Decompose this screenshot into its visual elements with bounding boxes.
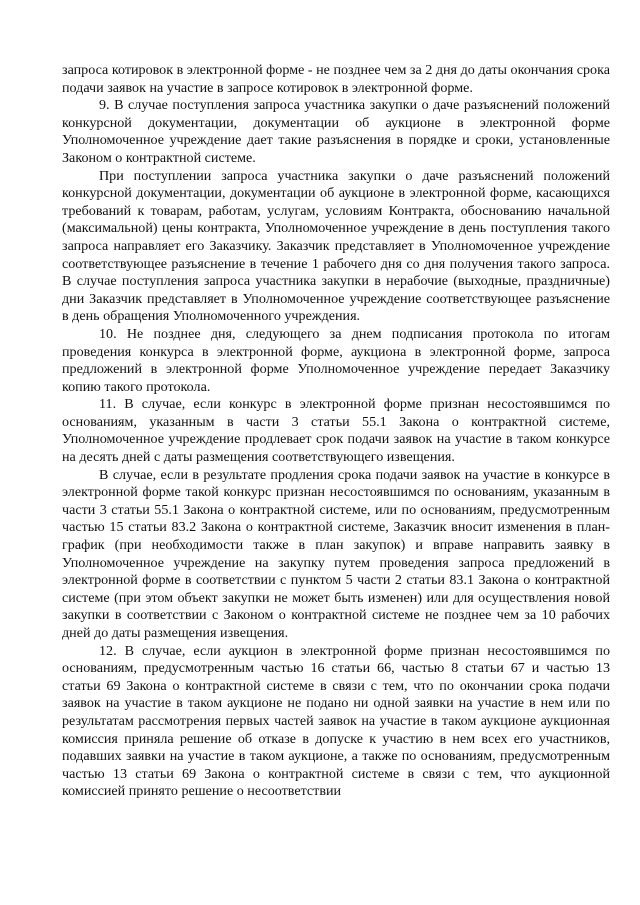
paragraph-item-12: 12. В случае, если аукцион в электронной форме признан несостоявшимся по основаниям, предусмотренным частью 16 статьи 66, частью 8 статьи 67 и частью 13 статьи 69 Закона о контрактной системе в связи с тем, что по окончании срока подачи заявок на участие в таком аукционе не подано ни одной заявки на участие в нем или по результатам рассмотрения первых частей заявок на участие в таком аукционе аукционная комиссия приняла решение об отказе в допуске к участию в нем всех его участников, подавших заявки на участие в таком аукционе, а также по основаниям, предусмотренным частью 13 статьи 69 Закона о контрактной системе в связи с тем, что аукционной комиссией принято решение о несоответствии (62, 642, 610, 800)
paragraph-item-11-detail: В случае, если в результате продления срока подачи заявок на участие в конкурсе в электронной форме такой конкурс признан несостоявшимся по основаниям, указанным в части 3 статьи 55.1 Закона о контрактной системе, или по основаниям, предусмотренным частью 15 статьи 83.2 Закона о контрактной системе, Заказчик вносит изменения в план-график (при необходимости также в план закупок) и вправе направить заявку в Уполномоченное учреждение на закупку путем проведения запроса предложений в электронной форме в соответствии с пунктом 5 части 2 статьи 83.1 Закона о контрактной системе (при этом объект закупки не может быть изменен) или для осуществления новой закупки в соответствии с Законом о контрактной системе не позднее чем за 10 рабочих дней до даты размещения извещения. (62, 466, 610, 641)
paragraph-item-9: 9. В случае поступления запроса участника закупки о даче разъяснений положений конкурсной документации, документации об аукционе в электронной форме Уполномоченное учреждение дает такие разъяснения в порядке и сроки, установленные Законом о контрактной системе. (62, 97, 610, 166)
paragraph-continuation: запроса котировок в электронной форме - не позднее чем за 2 дня до даты окончания срока подачи заявок на участие в запросе котировок в электронной форме. (62, 62, 610, 96)
paragraph-item-11: 11. В случае, если конкурс в электронной форме признан несостоявшимся по основаниям, указанным в части 3 статьи 55.1 Закона о контрактной системе, Уполномоченное учреждение продлевает срок подачи заявок на участие в таком конкурсе на десять дней с даты размещения соответствующего извещения. (62, 396, 610, 466)
paragraph-item-10: 10. Не позднее дня, следующего за днем подписания протокола по итогам проведения конкурса в электронной форме, аукциона в электронной форме, запроса предложений в электронной форме Уполномоченное учреждение передает Заказчику копию такого протокола. (62, 325, 610, 395)
paragraph-item-9-detail: При поступлении запроса участника закупки о даче разъяснений положений конкурсной документации, документации об аукционе в электронной форме, касающихся требований к товарам, работам, услугам, условиям Контракта, обоснованию начальной (максимальной) цены контракта, Уполномоченное учреждение в день поступления такого запроса направляет его Заказчику. Заказчик представляет в Уполномоченное учреждение соответствующее разъяснение в течение 1 рабочего дня со дня получения такого запроса. В случае поступления запроса участника закупки в нерабочие (выходные, праздничные) дни Заказчик представляет в Уполномоченное учреждение соответствующее разъяснение в день обращения Уполномоченного учреждения. (62, 167, 610, 325)
document-page (62, 62, 610, 801)
